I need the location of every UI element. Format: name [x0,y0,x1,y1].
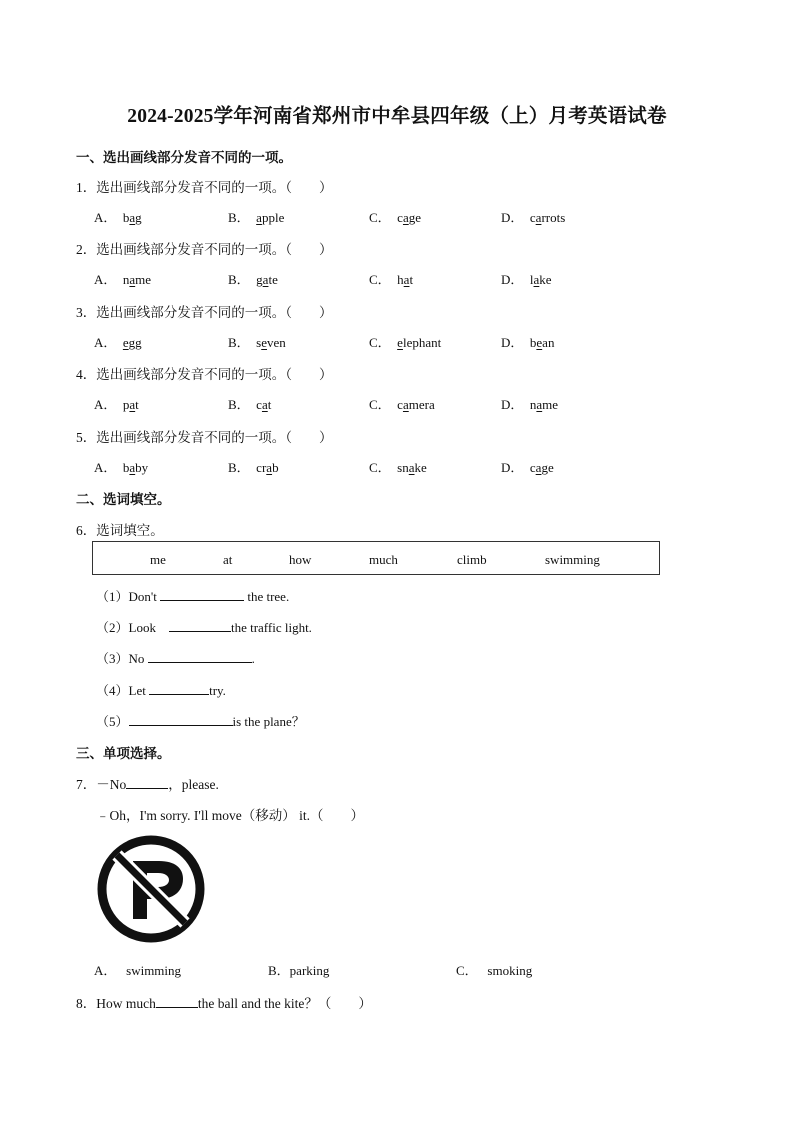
option-word [530,335,555,350]
question-number: 2． [76,242,97,257]
underlined-letters: e [397,335,403,350]
question-4 [76,363,333,383]
question-stem: 选词填空。 [96,523,164,538]
option-label: A． [94,272,117,287]
underlined-letters: a [129,210,136,225]
option-text: parking [289,963,330,978]
option-c[interactable] [456,960,532,979]
answer-blank[interactable] [169,619,231,632]
option-word [256,397,271,412]
word-part: h [397,272,404,287]
option-text: smoking [487,963,533,978]
underlined-letters: a [129,397,136,412]
option-label: B． [228,210,250,225]
underlined-letters: a [536,397,543,412]
question-stem-suffix: the ball and the kite？（ ） [197,996,372,1011]
question-7 [76,773,219,793]
fill-item-prefix: （4）Let [96,683,146,698]
option-word [397,272,413,287]
option-b[interactable] [228,269,278,288]
word-part: by [135,460,149,475]
underlined-letters: a [403,272,410,287]
option-d[interactable] [501,269,552,288]
option-a[interactable] [94,332,142,351]
fill-item-4 [96,680,226,699]
option-b[interactable] [268,960,329,979]
word-part: t [135,397,139,412]
word-part: t [267,397,272,412]
option-word [123,460,148,475]
underlined-letters: a [535,210,542,225]
question-number: 8． [76,996,97,1011]
word-part: ge [541,460,554,475]
option-label: C． [369,460,391,475]
word-part: c [529,210,536,225]
option-label: A． [94,397,117,412]
option-label: B． [228,335,250,350]
word-part: c [529,460,536,475]
word-part: g [256,272,263,287]
underlined-letters: a [266,460,273,475]
word-part: p [122,397,130,412]
option-word [123,397,139,412]
underlined-letters: e [261,335,268,350]
word-bank-item: how [289,552,312,567]
underlined-letters: e [122,335,129,350]
answer-blank[interactable] [126,776,168,789]
question-stem-prefix: How much [96,996,156,1011]
answer-blank[interactable] [149,682,209,695]
option-a[interactable] [94,269,151,288]
option-word [530,272,552,287]
page-title: 2024-2025学年河南省郑州市中牟县四年级（上）月考英语试卷 [127,106,667,127]
underlined-letters: a [261,397,268,412]
word-part: me [542,397,559,412]
question-8 [76,992,372,1012]
option-word [397,335,441,350]
option-word [256,335,286,350]
word-part: n [122,272,130,287]
fill-item-prefix: （2）Look [96,620,156,635]
answer-blank[interactable] [156,995,198,1008]
word-part: b [122,210,130,225]
underlined-letters: a [535,460,542,475]
word-part: b [272,460,279,475]
question-number: 7． [76,777,97,792]
word-part: rrots [541,210,566,225]
question-5 [76,426,333,446]
dialogue-line-2: ﹣Oh，I'm sorry. I'll move（移动） it.（ ） [96,808,364,823]
question-stem: 选出画线部分发音不同的一项。（ ） [96,180,333,195]
section-3-heading: 三、单项选择。 [76,746,171,761]
word-part: cr [256,460,267,475]
option-label: A． [94,210,117,225]
fill-item-suffix: try. [209,683,226,698]
word-part: ke [414,460,427,475]
option-label: B． [228,272,250,287]
option-word [530,210,565,225]
word-part: g [135,210,142,225]
fill-item-suffix: is the plane？ [232,714,305,729]
option-word [256,210,284,225]
option-b[interactable] [228,394,271,413]
word-part: b [529,335,537,350]
fill-item-prefix: （5） [96,714,129,729]
option-word [256,272,278,287]
option-label: A． [94,460,117,475]
option-label: C． [369,397,391,412]
option-c[interactable] [369,207,421,226]
question-number: 6． [76,523,97,538]
word-part: c [397,397,403,412]
section-2-heading: 二、选词填空。 [76,492,171,507]
question-stem: 选出画线部分发音不同的一项。（ ） [96,367,333,382]
word-part: ke [539,272,552,287]
word-part: sn [397,460,409,475]
underlined-letters: a [402,210,409,225]
word-part: s [256,335,262,350]
option-word [123,272,151,287]
option-a[interactable] [94,960,181,979]
question-1 [76,176,333,196]
underlined-letters: a [408,460,415,475]
fill-item-suffix: the traffic light. [230,620,312,635]
word-part: t [409,272,414,287]
section-1-heading: 一、选出画线部分发音不同的一项。 [76,150,292,165]
option-label: D． [501,210,524,225]
word-bank-box [92,541,660,575]
word-part: mera [408,397,435,412]
option-label: A． [94,963,117,978]
option-c[interactable] [369,457,427,476]
option-b[interactable] [228,457,279,476]
option-word [256,460,278,475]
word-bank-item: at [223,552,233,567]
answer-blank[interactable] [148,650,252,663]
word-part: an [542,335,555,350]
option-word [123,210,142,225]
word-part: me [135,272,152,287]
fill-item-prefix: （1）Don't [96,589,157,604]
question-2 [76,238,333,258]
word-part: b [122,460,130,475]
question-number: 4． [76,367,97,382]
word-part: ven [267,335,286,350]
answer-blank[interactable] [129,713,233,726]
word-bank-item: me [150,552,166,567]
dialogue-line-1-suffix: ，please. [168,777,219,792]
word-part: ge [408,210,422,225]
underlined-letters: e [536,335,543,350]
question-6 [76,519,164,539]
option-label: B． [228,397,250,412]
option-label: D． [501,460,524,475]
underlined-letters: a [402,397,409,412]
option-label: C． [369,272,391,287]
option-label: C． [369,210,391,225]
word-part: lephant [402,335,442,350]
option-d[interactable] [501,394,558,413]
answer-blank[interactable] [160,588,244,601]
fill-item-suffix: the tree. [244,589,290,604]
option-label: D． [501,397,524,412]
option-d[interactable] [501,207,565,226]
option-c[interactable] [369,332,441,351]
option-label: B． [268,963,290,978]
word-bank-item: much [369,552,398,567]
option-c[interactable] [369,269,413,288]
fill-item-prefix: （3）No [96,651,145,666]
option-label: D． [501,335,524,350]
option-word [530,460,554,475]
option-b[interactable] [228,207,284,226]
word-bank-item: climb [457,552,487,567]
option-label: B． [228,460,250,475]
underlined-letters: a [129,460,136,475]
option-label: C． [369,335,391,350]
word-bank-item: swimming [545,552,600,567]
word-part: c [397,210,403,225]
option-word [397,397,435,412]
option-word [397,460,427,475]
option-a[interactable] [94,457,148,476]
no-parking-sign-icon [95,833,207,945]
dialogue-line-1-prefix: －No [96,777,127,792]
option-c[interactable] [369,394,435,413]
question-number: 1． [76,180,97,195]
fill-item-suffix: . [251,651,255,666]
option-b[interactable] [228,332,286,351]
word-part: pple [261,210,285,225]
word-part: gg [128,335,142,350]
option-text: swimming [126,963,182,978]
word-part: n [529,397,537,412]
underlined-letters: a [129,272,136,287]
underlined-letters: a [262,272,269,287]
word-part: l [529,272,534,287]
option-d[interactable] [501,457,554,476]
question-3 [76,301,333,321]
word-part: te [268,272,278,287]
option-d[interactable] [501,332,554,351]
underlined-letters: a [533,272,540,287]
option-word [397,210,421,225]
fill-item-3 [96,648,255,667]
option-label: A． [94,335,117,350]
option-a[interactable] [94,207,142,226]
question-stem: 选出画线部分发音不同的一项。（ ） [96,305,333,320]
option-word [530,397,558,412]
question-number: 3． [76,305,97,320]
option-label: D． [501,272,524,287]
fill-item-5 [96,711,305,730]
fill-item-2 [96,617,312,636]
option-label: C． [456,963,478,978]
fill-item-1 [96,586,289,605]
question-number: 5． [76,430,97,445]
question-stem: 选出画线部分发音不同的一项。（ ） [96,242,333,257]
question-stem: 选出画线部分发音不同的一项。（ ） [96,430,333,445]
option-word [123,335,142,350]
underlined-letters: a [256,210,262,225]
word-part: c [256,397,262,412]
option-a[interactable] [94,394,139,413]
